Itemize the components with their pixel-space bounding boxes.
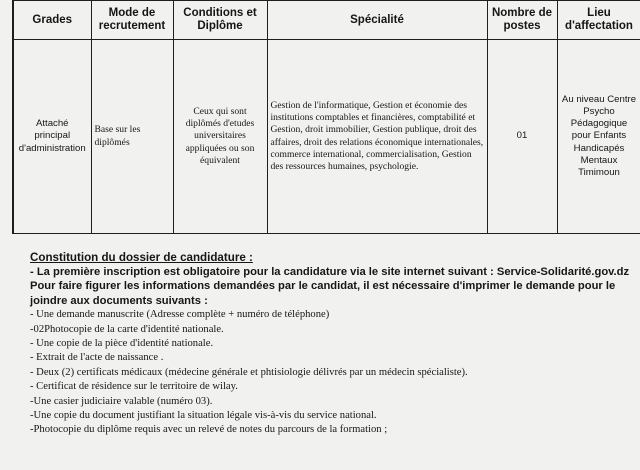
header-nombre-postes: Nombre de postes xyxy=(487,1,557,40)
table-row xyxy=(13,40,640,234)
header-mode-recrutement: Mode de recrutement xyxy=(91,1,173,40)
dossier-intro-registration: - La première inscription est obligatoire pour la candidature via le site internet suivant : Service-Solidarité.gov.dz xyxy=(30,266,630,278)
cell-grade: Attaché principal d'administration xyxy=(13,40,91,234)
list-item: -02Photocopie de la carte d'identité nationale. xyxy=(30,323,224,335)
dossier-intro-documents: Pour faire figurer les informations demandées par le candidat, il est nécessaire d'imprimer le demande pour le joindre aux documents suivants : xyxy=(30,280,616,307)
list-item: - Deux (2) certificats médicaux (médecine générale et phtisiologie délivrés par un médecin spécialiste). xyxy=(30,366,468,378)
header-conditions-diplome: Conditions et Diplôme xyxy=(173,1,267,40)
dossier-section xyxy=(30,250,638,438)
dossier-title: Constitution du dossier de candidature : xyxy=(30,251,253,264)
list-item: -Photocopie du diplôme requis avec un relevé de notes du parcours de la formation ; xyxy=(30,424,388,436)
header-lieu-affectation: Lieu d'affectation xyxy=(557,1,640,40)
recruitment-table-container xyxy=(12,0,640,234)
header-grades: Grades xyxy=(13,1,91,40)
list-item: - Extrait de l'acte de naissance . xyxy=(30,352,164,364)
table-header-row xyxy=(13,1,640,40)
cell-mode: Base sur les diplômés xyxy=(91,40,173,234)
header-specialite: Spécialité xyxy=(267,1,487,40)
list-item: -Une casier judiciaire valable (numéro 03). xyxy=(30,395,213,407)
cell-lieu: Au niveau Centre Psycho Pédagogique pour Enfants Handicapés Mentaux Timimoun xyxy=(557,40,640,234)
recruitment-table xyxy=(12,0,640,234)
cell-conditions: Ceux qui sont diplômés d'etudes universitaires appliquées ou son équivalent xyxy=(173,40,267,234)
cell-specialite: Gestion de l'informatique, Gestion et économie des institutions comptables et financières, comptabilité et Gestion, droit immobilier, Gestion publique, droit des affaires, droit des relations économique internationales, commerce international, commercialisation, Gestion des ressources humaines, psychologie. xyxy=(267,40,487,234)
cell-postes: 01 xyxy=(487,40,557,234)
list-item: -Une copie du document justifiant la situation légale vis-à-vis du service national. xyxy=(30,410,377,422)
list-item: - Certificat de résidence sur le territoire de wilay. xyxy=(30,381,238,393)
list-item: - Une demande manuscrite (Adresse complète + numéro de téléphone) xyxy=(30,309,330,321)
list-item: - Une copie de la pièce d'identité nationale. xyxy=(30,338,214,350)
